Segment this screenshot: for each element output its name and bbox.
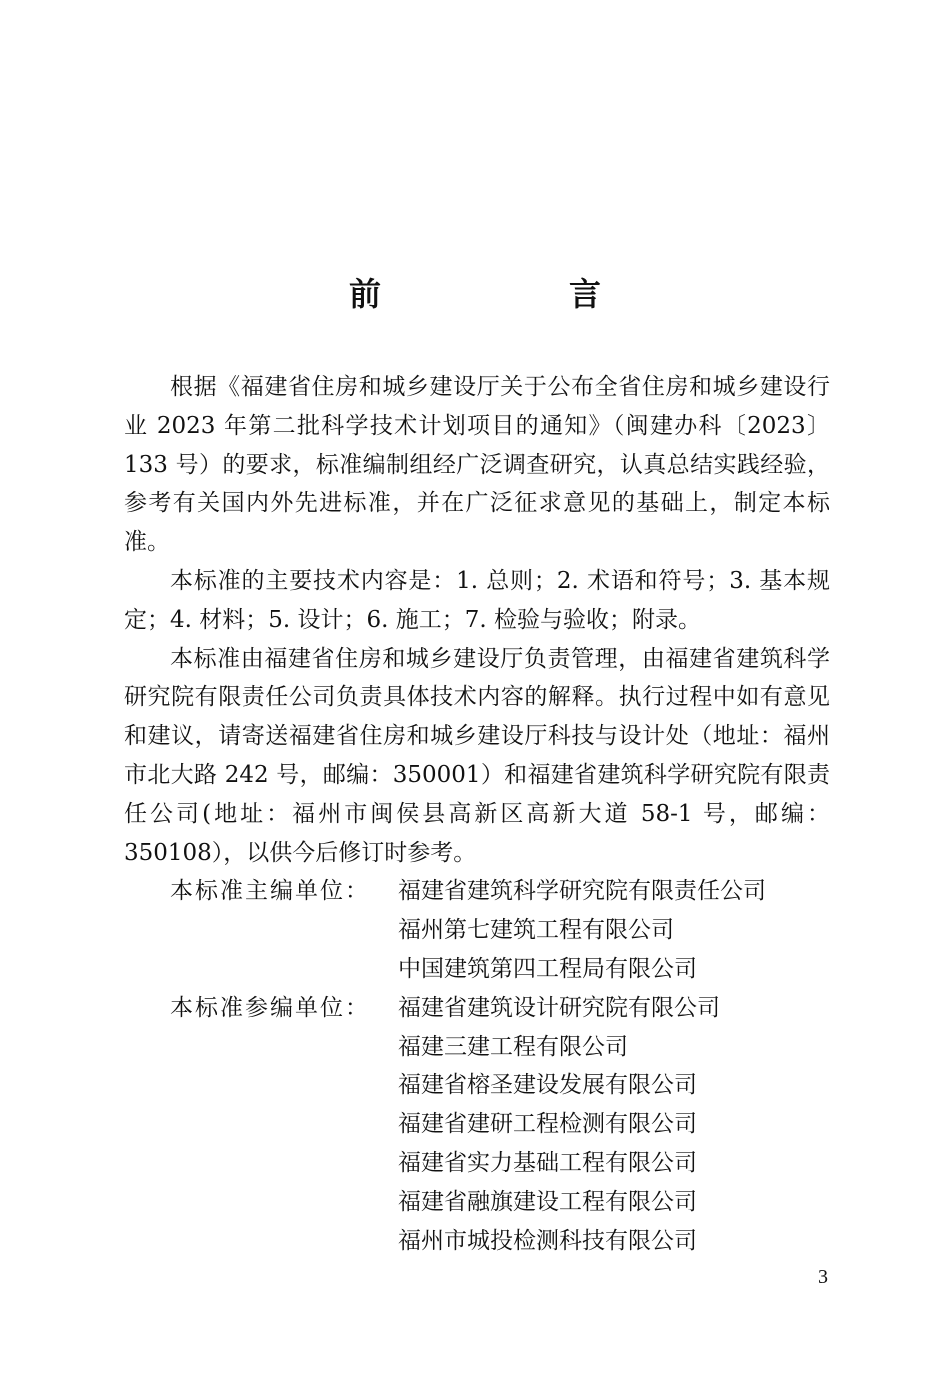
page-title: 前 言	[348, 275, 679, 313]
participating-units-list	[398, 989, 830, 1261]
chief-units-block	[124, 872, 830, 988]
chief-units-label: 本标准主编单位：	[170, 878, 370, 905]
participating-unit-item: 福建省建研工程检测有限公司	[398, 1111, 697, 1138]
paragraph-technical-content: 本标准的主要技术内容是：1. 总则；2. 术语和符号；3. 基本规定；4. 材料；5. 设计；6. 施工；7. 检验与验收；附录。	[124, 567, 830, 633]
page-number: 3	[818, 1266, 828, 1288]
paragraph-basis: 根据《福建省住房和城乡建设厅关于公布全省住房和城乡建设行业 2023 年第二批科学技术计划项目的通知》（闽建办科〔2023〕133 号）的要求，标准编制组经广泛调查研究，认真总结实践经验，参考有关国内外先进标准，并在广泛征求意见的基础上，制定本标准。	[124, 374, 830, 556]
participating-unit-item: 福建省实力基础工程有限公司	[398, 1149, 697, 1176]
participating-unit-item: 福建三建工程有限公司	[398, 1033, 628, 1060]
paragraph-management: 本标准由福建省住房和城乡建设厅负责管理，由福建省建筑科学研究院有限责任公司负责具体技术内容的解释。执行过程中如有意见和建议，请寄送福建省住房和城乡建设厅科技与设计处（地址：福州市北大路 242 号，邮编：350001）和福建省建筑科学研究院有限责任公司(地址：福州市闽侯县高新区高新大道 58-1 号，邮编：350108），以供今后修订时参考。	[124, 645, 830, 866]
participating-unit-item: 福州市城投检测科技有限公司	[398, 1227, 697, 1254]
participating-unit-item: 福建省建筑设计研究院有限公司	[398, 994, 720, 1021]
participating-units-block	[124, 989, 830, 1261]
chief-unit-item: 中国建筑第四工程局有限公司	[398, 955, 697, 982]
chief-unit-item: 福州第七建筑工程有限公司	[398, 917, 674, 944]
chief-units-list	[398, 872, 830, 988]
participating-units-label: 本标准参编单位：	[170, 994, 370, 1021]
chief-unit-item: 福建省建筑科学研究院有限责任公司	[398, 878, 766, 905]
participating-unit-item: 福建省榕圣建设发展有限公司	[398, 1072, 697, 1099]
body-text	[124, 368, 830, 1260]
participating-unit-item: 福建省融旗建设工程有限公司	[398, 1188, 697, 1215]
